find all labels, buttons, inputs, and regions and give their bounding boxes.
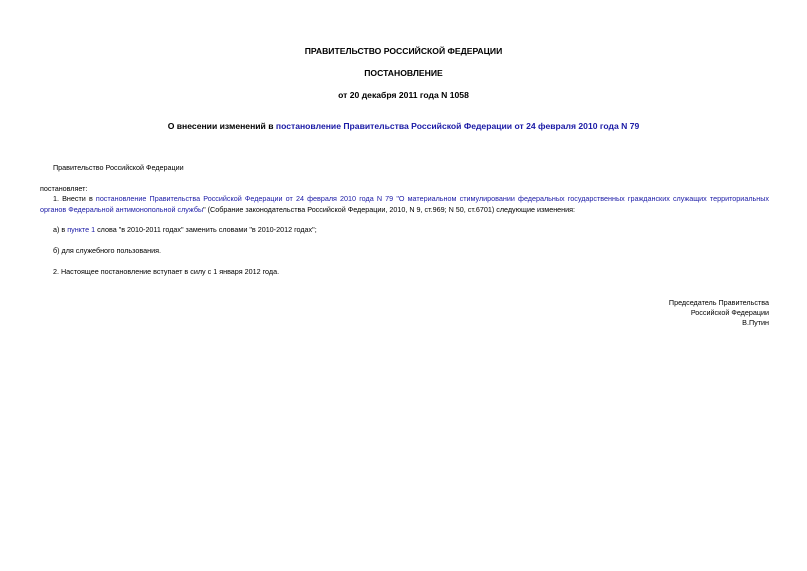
document-title bbox=[0, 121, 807, 133]
title-link[interactable]: постановление Правительства Российской Федерации от 24 февраля 2010 года N 79 bbox=[275, 121, 640, 131]
item-a-tail: слова "в 2010-2011 годах" заменить словами "в 2010-2012 годах"; bbox=[95, 225, 317, 234]
header-date-number: от 20 декабря 2011 года N 1058 bbox=[338, 90, 469, 100]
signature-line-3: В.Путин bbox=[742, 318, 769, 327]
item-2-paragraph: 2. Настоящее постановление вступает в силу с 1 января 2012 года. bbox=[53, 267, 280, 276]
item-b-paragraph: б) для служебного пользования. bbox=[53, 246, 162, 255]
item-a-link[interactable]: пункте 1 bbox=[67, 225, 96, 234]
signature-line-1: Председатель Правительства bbox=[668, 298, 769, 307]
header-org: ПРАВИТЕЛЬСТВО РОССИЙСКОЙ ФЕДЕРАЦИИ bbox=[304, 46, 503, 56]
resolves-text: постановляет: bbox=[40, 184, 88, 193]
header-doc-type: ПОСТАНОВЛЕНИЕ bbox=[364, 68, 443, 78]
intro-text: Правительство Российской Федерации bbox=[53, 163, 184, 172]
item-a-lead: а) в bbox=[53, 225, 68, 234]
signature-line-2: Российской Федерации bbox=[690, 308, 769, 317]
item-1-tail: " (Собрание законодательства Российской Федерации, 2010, N 9, ст.969; N 50, ст.6701) следующие изменения: bbox=[203, 204, 576, 214]
item-a-paragraph bbox=[53, 225, 317, 235]
item-1-paragraph bbox=[40, 194, 769, 215]
item-1-link[interactable]: постановление Правительства Российской Федерации от 24 февраля 2010 года N 79 "О материальном стимулировании федеральных государственных гражданских служащих территориальных органов Федеральной антимонопольной службы bbox=[40, 194, 769, 214]
title-prefix: О внесении изменений в bbox=[167, 121, 276, 131]
item-1-lead: 1. Внести в bbox=[53, 194, 96, 203]
